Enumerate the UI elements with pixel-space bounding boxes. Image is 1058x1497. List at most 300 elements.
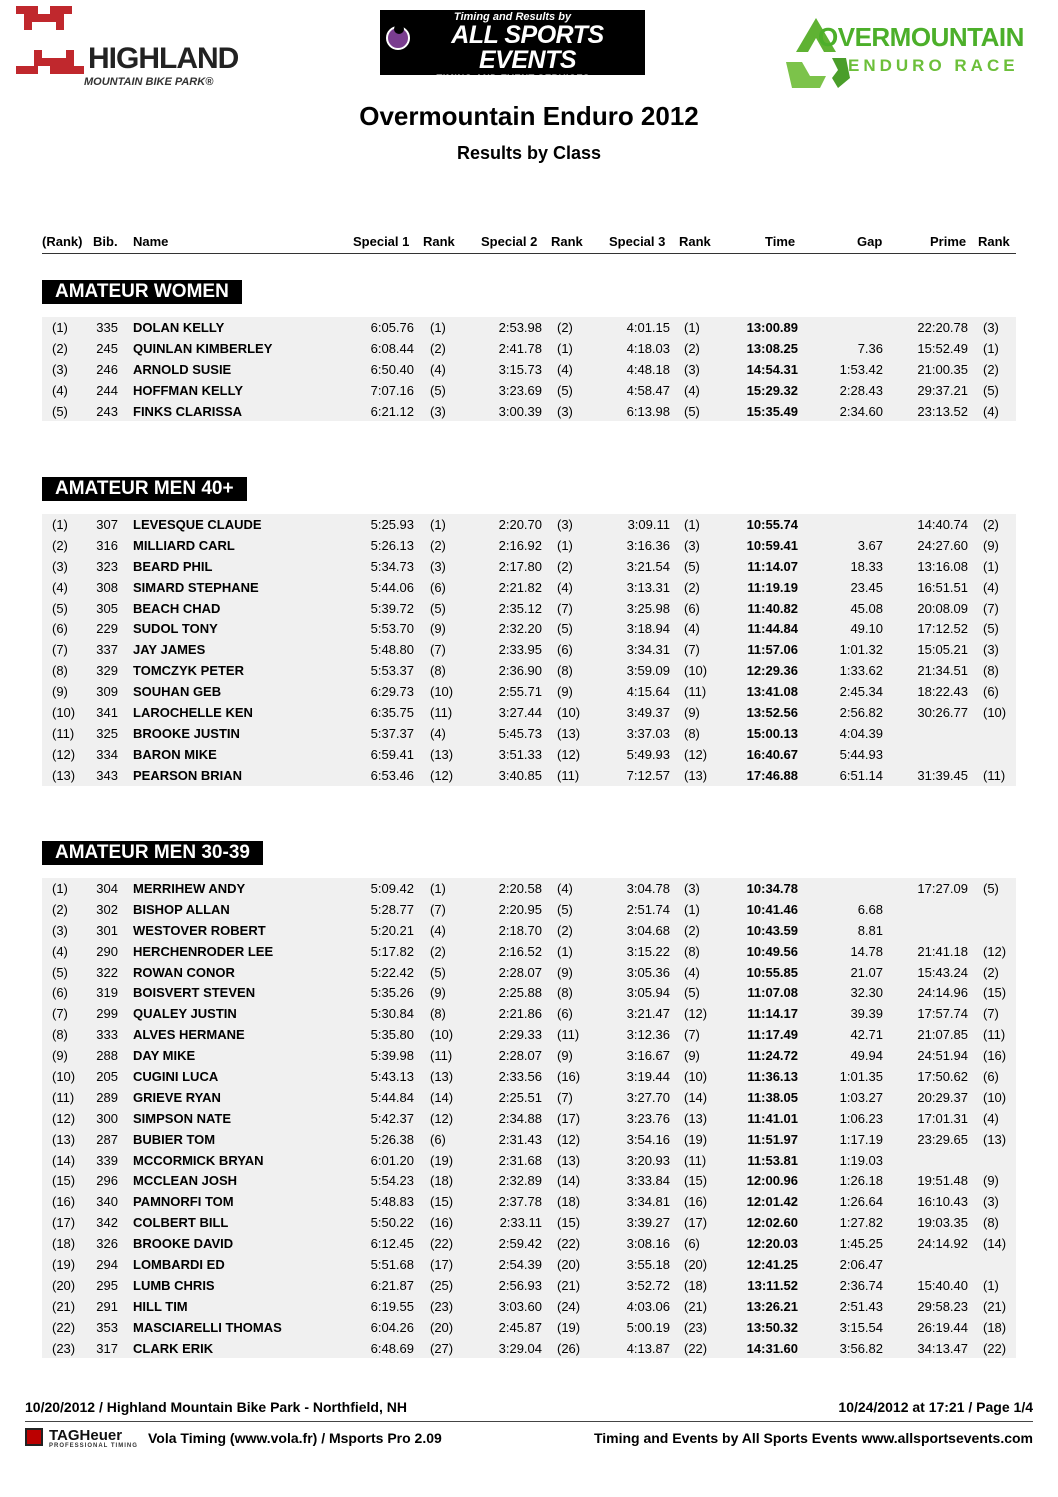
name-cell: BEARD PHIL	[133, 558, 213, 574]
rank-cell: (23)	[52, 1340, 76, 1356]
special1-cell: 6:48.69	[370, 1340, 414, 1356]
table-row	[42, 744, 1016, 765]
table-row	[42, 1275, 1016, 1296]
table-row	[42, 359, 1016, 380]
prime-cell: 24:14.96	[917, 985, 968, 1001]
special2-rank-cell: (4)	[557, 361, 573, 377]
special1-rank-cell: (5)	[430, 600, 446, 616]
col-special1: Special 1	[353, 234, 410, 249]
special2-rank-cell: (9)	[557, 964, 573, 980]
special1-rank-cell: (3)	[430, 558, 446, 574]
ase-url: www.allsportsevents.com	[451, 84, 574, 95]
col-rank: (Rank)	[42, 234, 83, 249]
special3-cell: 4:15.64	[626, 684, 670, 700]
special2-cell: 3:51.33	[498, 746, 542, 762]
prime-cell: 31:39.45	[917, 767, 968, 783]
overmountain-logo	[776, 12, 1036, 92]
time-cell: 11:07.08	[747, 985, 798, 1001]
table-row	[42, 899, 1016, 920]
special3-cell: 3:20.93	[626, 1152, 670, 1168]
prime-cell: 30:26.77	[917, 705, 968, 721]
time-cell: 15:29.32	[746, 382, 798, 398]
gap-cell: 1:45.25	[839, 1236, 883, 1252]
bib-cell: 326	[96, 1236, 118, 1252]
table-row	[42, 380, 1016, 401]
special3-rank-cell: (2)	[684, 340, 700, 356]
rank-cell: (2)	[52, 340, 68, 356]
name-cell: MCCLEAN JOSH	[133, 1173, 238, 1189]
special1-cell: 5:20.21	[370, 922, 414, 938]
section-title: AMATEUR MEN 40+	[42, 477, 247, 501]
special2-cell: 2:36.90	[498, 663, 542, 679]
special3-cell: 5:49.93	[626, 746, 670, 762]
special1-rank-cell: (19)	[430, 1152, 454, 1168]
table-row	[42, 1024, 1016, 1045]
special2-rank-cell: (12)	[557, 746, 581, 762]
table-row	[42, 920, 1016, 941]
page-title: Overmountain Enduro 2012	[359, 101, 699, 131]
special2-rank-cell: (14)	[557, 1173, 581, 1189]
gap-cell: 2:06.47	[839, 1257, 883, 1273]
prime-rank-cell: (4)	[983, 403, 999, 419]
time-cell: 14:31.60	[746, 1340, 798, 1356]
special2-rank-cell: (9)	[557, 1048, 573, 1064]
prime-rank-cell: (15)	[983, 985, 1007, 1001]
bib-cell: 337	[96, 642, 118, 658]
prime-cell: 16:10.43	[917, 1194, 968, 1210]
special3-rank-cell: (20)	[684, 1257, 708, 1273]
special2-rank-cell: (4)	[557, 579, 573, 595]
special2-cell: 2:28.07	[498, 964, 542, 980]
time-cell: 13:26.21	[746, 1298, 798, 1314]
special3-rank-cell: (6)	[684, 600, 700, 616]
bib-cell: 296	[96, 1173, 118, 1189]
special1-cell: 5:50.22	[370, 1215, 414, 1231]
name-cell: MCCORMICK BRYAN	[133, 1152, 264, 1168]
rank-cell: (21)	[52, 1298, 76, 1314]
prime-cell: 29:58.23	[917, 1298, 968, 1314]
name-cell: CUGINI LUCA	[133, 1069, 219, 1085]
prime-rank-cell: (7)	[983, 1006, 999, 1022]
bib-cell: 287	[96, 1131, 118, 1147]
bib-cell: 317	[96, 1340, 118, 1356]
special2-cell: 3:03.60	[498, 1298, 542, 1314]
special1-rank-cell: (1)	[430, 881, 446, 896]
special1-cell: 5:28.77	[370, 901, 414, 917]
bib-cell: 322	[96, 964, 118, 980]
special2-rank-cell: (24)	[557, 1298, 581, 1314]
special1-cell: 5:35.26	[370, 985, 414, 1001]
gap-cell: 7.36	[857, 340, 883, 356]
special2-cell: 2:53.98	[498, 320, 542, 335]
name-cell: MERRIHEW ANDY	[133, 881, 246, 896]
bib-cell: 290	[96, 943, 118, 959]
special2-rank-cell: (4)	[557, 881, 573, 896]
special1-rank-cell: (4)	[430, 361, 446, 377]
rank-cell: (1)	[52, 517, 68, 532]
prime-rank-cell: (18)	[983, 1319, 1007, 1335]
gap-cell: 4:04.39	[839, 725, 883, 741]
prime-rank-cell: (2)	[983, 964, 999, 980]
prime-rank-cell: (8)	[983, 663, 999, 679]
gap-cell: 3.67	[857, 537, 883, 553]
special1-rank-cell: (17)	[430, 1257, 454, 1273]
prime-cell: 15:05.21	[917, 642, 968, 658]
time-cell: 13:08.25	[746, 340, 798, 356]
time-cell: 13:50.32	[746, 1319, 798, 1335]
special3-rank-cell: (14)	[684, 1089, 708, 1105]
col-prime-rank: Rank	[978, 234, 1010, 249]
name-cell: BROOKE JUSTIN	[133, 725, 240, 741]
table-row	[42, 535, 1016, 556]
special3-cell: 3:52.72	[626, 1277, 670, 1293]
special1-rank-cell: (20)	[430, 1319, 454, 1335]
special2-cell: 2:20.58	[498, 881, 542, 896]
rank-cell: (12)	[52, 1110, 76, 1126]
special2-cell: 2:32.89	[498, 1173, 542, 1189]
rank-cell: (8)	[52, 663, 68, 679]
special1-cell: 5:44.84	[370, 1089, 414, 1105]
special2-rank-cell: (1)	[557, 943, 573, 959]
special2-rank-cell: (1)	[557, 340, 573, 356]
table-row	[42, 1233, 1016, 1254]
table-row	[42, 1212, 1016, 1233]
prime-cell: 13:16.08	[917, 558, 968, 574]
name-cell: COLBERT BILL	[133, 1215, 229, 1231]
col-gap: Gap	[857, 234, 883, 249]
special1-cell: 6:21.12	[370, 403, 414, 419]
gap-cell: 39.39	[850, 1006, 883, 1022]
gap-cell: 45.08	[850, 600, 883, 616]
time-cell: 10:55.85	[746, 964, 798, 980]
table-row	[42, 401, 1016, 422]
table-row	[42, 1045, 1016, 1066]
name-cell: LEVESQUE CLAUDE	[133, 517, 262, 532]
prime-cell: 17:12.52	[917, 621, 968, 637]
special3-rank-cell: (21)	[684, 1298, 708, 1314]
table-row	[42, 1338, 1016, 1359]
special2-cell: 2:54.39	[498, 1257, 542, 1273]
gap-cell: 2:34.60	[839, 403, 883, 419]
special1-rank-cell: (9)	[430, 985, 446, 1001]
special3-cell: 3:16.36	[626, 537, 670, 553]
special1-rank-cell: (6)	[430, 1131, 446, 1147]
special1-cell: 5:53.70	[370, 621, 414, 637]
prime-rank-cell: (2)	[983, 517, 999, 532]
special2-cell: 2:31.68	[498, 1152, 542, 1168]
gap-cell: 2:51.43	[839, 1298, 883, 1314]
special3-cell: 3:27.70	[626, 1089, 670, 1105]
special3-cell: 3:05.36	[626, 964, 670, 980]
prime-rank-cell: (11)	[983, 767, 1006, 783]
special2-rank-cell: (3)	[557, 517, 573, 532]
special3-cell: 3:37.03	[626, 725, 670, 741]
name-cell: BEACH CHAD	[133, 600, 221, 616]
gap-cell: 1:27.82	[839, 1215, 883, 1231]
special1-cell: 5:26.13	[370, 537, 414, 553]
special3-cell: 3:59.09	[626, 663, 670, 679]
bib-cell: 229	[96, 621, 118, 637]
special2-rank-cell: (20)	[557, 1257, 581, 1273]
table-row	[42, 1129, 1016, 1150]
prime-cell: 24:51.94	[917, 1048, 968, 1064]
rank-cell: (5)	[52, 403, 68, 419]
special3-rank-cell: (5)	[684, 403, 700, 419]
special1-cell: 6:05.76	[370, 320, 414, 335]
gap-cell: 49.94	[850, 1048, 883, 1064]
prime-rank-cell: (2)	[983, 361, 999, 377]
tag-heuer-brand: TAGHeuer	[49, 1427, 123, 1444]
prime-cell: 17:01.31	[917, 1110, 968, 1126]
bib-cell: 295	[96, 1277, 118, 1293]
gap-cell: 6.68	[857, 901, 883, 917]
bib-cell: 343	[96, 767, 118, 783]
name-cell: BROOKE DAVID	[133, 1236, 234, 1252]
table-row	[42, 878, 1016, 899]
special2-rank-cell: (12)	[557, 1131, 581, 1147]
gap-cell: 1:26.64	[839, 1194, 883, 1210]
special3-cell: 3:55.18	[626, 1257, 670, 1273]
rank-cell: (7)	[52, 642, 68, 658]
special1-cell: 5:30.84	[370, 1006, 414, 1022]
special3-cell: 3:12.36	[626, 1027, 670, 1043]
time-cell: 14:54.31	[746, 361, 798, 377]
bib-cell: 342	[96, 1215, 118, 1231]
special1-rank-cell: (3)	[430, 403, 446, 419]
prime-cell: 19:51.48	[917, 1173, 968, 1189]
time-cell: 13:41.08	[746, 684, 798, 700]
prime-cell: 21:34.51	[917, 663, 968, 679]
prime-rank-cell: (1)	[983, 1277, 999, 1293]
rank-cell: (10)	[52, 1069, 76, 1085]
special2-cell: 5:45.73	[498, 725, 542, 741]
prime-rank-cell: (21)	[983, 1298, 1007, 1314]
gap-cell: 2:56.82	[839, 705, 883, 721]
bib-cell: 309	[96, 684, 118, 700]
special3-cell: 7:12.57	[626, 767, 670, 783]
name-cell: BISHOP ALLAN	[133, 901, 230, 917]
prime-cell: 17:27.09	[917, 881, 968, 896]
table-row	[42, 1296, 1016, 1317]
name-cell: MILLIARD CARL	[133, 537, 235, 553]
special3-cell: 3:09.11	[627, 517, 670, 532]
bib-cell: 245	[96, 340, 118, 356]
time-cell: 11:53.81	[747, 1152, 798, 1168]
name-cell: CLARK ERIK	[133, 1340, 214, 1356]
prime-rank-cell: (3)	[983, 1194, 999, 1210]
special3-cell: 4:03.06	[626, 1298, 670, 1314]
bib-cell: 291	[96, 1298, 118, 1314]
bib-cell: 340	[96, 1194, 118, 1210]
gap-cell: 49.10	[850, 621, 883, 637]
rank-cell: (7)	[52, 1006, 68, 1022]
name-cell: LAROCHELLE KEN	[133, 705, 253, 721]
special3-rank-cell: (5)	[684, 985, 700, 1001]
prime-cell: 18:22.43	[917, 684, 968, 700]
name-cell: HILL TIM	[133, 1298, 188, 1314]
special2-cell: 2:56.93	[498, 1277, 542, 1293]
special2-rank-cell: (9)	[557, 684, 573, 700]
gap-cell: 6:51.14	[839, 767, 883, 783]
special2-rank-cell: (1)	[557, 537, 573, 553]
time-cell: 11:57.06	[747, 642, 798, 658]
gap-cell: 2:45.34	[839, 684, 883, 700]
special2-rank-cell: (10)	[557, 705, 581, 721]
special3-cell: 3:08.16	[626, 1236, 670, 1252]
rank-cell: (1)	[52, 320, 68, 335]
special1-rank-cell: (27)	[430, 1340, 454, 1356]
results-table	[42, 878, 1016, 1358]
special2-cell: 2:21.86	[498, 1006, 542, 1022]
special2-cell: 3:40.85	[498, 767, 542, 783]
rank-cell: (9)	[52, 684, 68, 700]
prime-rank-cell: (8)	[983, 1215, 999, 1231]
bib-cell: 341	[96, 705, 118, 721]
prime-cell: 24:27.60	[917, 537, 968, 553]
special1-rank-cell: (7)	[430, 901, 446, 917]
special2-cell: 2:28.07	[498, 1048, 542, 1064]
name-cell: JAY JAMES	[133, 642, 206, 658]
col-bib: Bib.	[93, 234, 118, 249]
time-cell: 11:38.05	[747, 1089, 798, 1105]
rank-cell: (14)	[52, 1152, 76, 1168]
special3-cell: 4:58.47	[626, 382, 670, 398]
special2-rank-cell: (6)	[557, 642, 573, 658]
special3-rank-cell: (12)	[684, 1006, 708, 1022]
special2-rank-cell: (16)	[557, 1069, 581, 1085]
gap-cell: 18.33	[850, 558, 883, 574]
name-cell: QUALEY JUSTIN	[133, 1006, 237, 1022]
prime-rank-cell: (5)	[983, 621, 999, 637]
special2-rank-cell: (5)	[557, 382, 573, 398]
prime-cell: 23:13.52	[917, 403, 968, 419]
bib-cell: 323	[96, 558, 118, 574]
rank-cell: (11)	[52, 1089, 75, 1105]
prime-rank-cell: (5)	[983, 881, 999, 896]
table-row	[42, 1003, 1016, 1024]
special1-cell: 6:08.44	[370, 340, 414, 356]
special3-cell: 3:21.47	[626, 1006, 670, 1022]
prime-rank-cell: (1)	[983, 558, 999, 574]
bib-cell: 325	[96, 725, 118, 741]
rank-cell: (11)	[52, 725, 75, 741]
special3-rank-cell: (13)	[684, 767, 708, 783]
special3-rank-cell: (4)	[684, 621, 700, 637]
gap-cell: 3:15.54	[839, 1319, 883, 1335]
special3-rank-cell: (23)	[684, 1319, 708, 1335]
special3-cell: 3:19.44	[626, 1069, 670, 1085]
special1-rank-cell: (2)	[430, 340, 446, 356]
prime-rank-cell: (13)	[983, 1131, 1007, 1147]
special1-cell: 6:04.26	[370, 1319, 414, 1335]
special1-rank-cell: (16)	[430, 1215, 454, 1231]
special3-cell: 3:39.27	[626, 1215, 670, 1231]
name-cell: MASCIARELLI THOMAS	[133, 1319, 282, 1335]
special1-rank-cell: (5)	[430, 964, 446, 980]
tag-heuer-shield-icon	[25, 1428, 43, 1446]
prime-cell: 20:08.09	[917, 600, 968, 616]
name-cell: PEARSON BRIAN	[133, 767, 243, 783]
special2-rank-cell: (2)	[557, 320, 573, 335]
prime-cell: 17:57.74	[917, 1006, 968, 1022]
prime-rank-cell: (1)	[983, 340, 999, 356]
table-row	[42, 514, 1016, 535]
time-cell: 10:41.46	[746, 901, 798, 917]
special2-cell: 2:16.92	[498, 537, 542, 553]
special3-rank-cell: (5)	[684, 558, 700, 574]
ase-tagline: Timing and Results by	[453, 11, 572, 23]
bib-cell: 302	[96, 901, 118, 917]
rank-cell: (10)	[52, 705, 76, 721]
special1-rank-cell: (18)	[430, 1173, 454, 1189]
prime-rank-cell: (4)	[983, 1110, 999, 1126]
prime-cell: 19:03.35	[917, 1215, 968, 1231]
special3-rank-cell: (13)	[684, 1110, 708, 1126]
special2-rank-cell: (13)	[557, 725, 581, 741]
name-cell: TOMCZYK PETER	[133, 663, 244, 679]
bib-cell: 301	[96, 922, 118, 938]
table-row	[42, 962, 1016, 983]
special3-rank-cell: (10)	[684, 1069, 708, 1085]
time-cell: 11:51.97	[747, 1131, 798, 1147]
time-cell: 16:40.67	[746, 746, 798, 762]
special1-rank-cell: (1)	[430, 320, 446, 335]
rank-cell: (3)	[52, 361, 68, 377]
name-cell: GRIEVE RYAN	[133, 1089, 221, 1105]
special2-cell: 2:29.33	[498, 1027, 542, 1043]
special1-rank-cell: (12)	[430, 1110, 454, 1126]
name-cell: HERCHENRODER LEE	[133, 943, 274, 959]
special3-rank-cell: (8)	[684, 725, 700, 741]
rank-cell: (15)	[52, 1173, 76, 1189]
rank-cell: (16)	[52, 1194, 76, 1210]
special3-rank-cell: (17)	[684, 1215, 708, 1231]
special2-cell: 2:33.56	[498, 1069, 542, 1085]
rank-cell: (20)	[52, 1277, 76, 1293]
gap-cell: 1:33.62	[839, 663, 883, 679]
gap-cell: 1:26.18	[839, 1173, 883, 1189]
table-row	[42, 618, 1016, 639]
special2-rank-cell: (3)	[557, 403, 573, 419]
prime-cell: 34:13.47	[917, 1340, 968, 1356]
special3-rank-cell: (11)	[684, 684, 707, 700]
special1-cell: 5:34.73	[370, 558, 414, 574]
bib-cell: 307	[96, 517, 118, 532]
special3-rank-cell: (12)	[684, 746, 708, 762]
special1-rank-cell: (11)	[430, 705, 453, 721]
special3-cell: 4:18.03	[626, 340, 670, 356]
time-cell: 12:02.60	[746, 1215, 798, 1231]
special2-cell: 2:16.52	[498, 943, 542, 959]
time-cell: 10:49.56	[746, 943, 798, 959]
special2-cell: 2:25.51	[498, 1089, 542, 1105]
name-cell: FINKS CLARISSA	[133, 403, 243, 419]
name-cell: LUMB CHRIS	[133, 1277, 215, 1293]
time-cell: 13:11.52	[747, 1277, 798, 1293]
time-cell: 11:36.13	[747, 1069, 798, 1085]
gap-cell: 1:17.19	[839, 1131, 883, 1147]
special1-cell: 6:53.46	[370, 767, 414, 783]
special2-rank-cell: (11)	[557, 1027, 580, 1043]
special2-cell: 3:00.39	[498, 403, 542, 419]
gap-cell: 5:44.93	[839, 746, 883, 762]
section-title: AMATEUR MEN 30-39	[42, 841, 263, 865]
special2-cell: 2:35.12	[498, 600, 542, 616]
time-cell: 11:14.17	[747, 1006, 798, 1022]
results-table	[42, 514, 1016, 786]
prime-cell: 22:20.78	[917, 320, 968, 335]
registered-mark: ®	[205, 76, 214, 88]
